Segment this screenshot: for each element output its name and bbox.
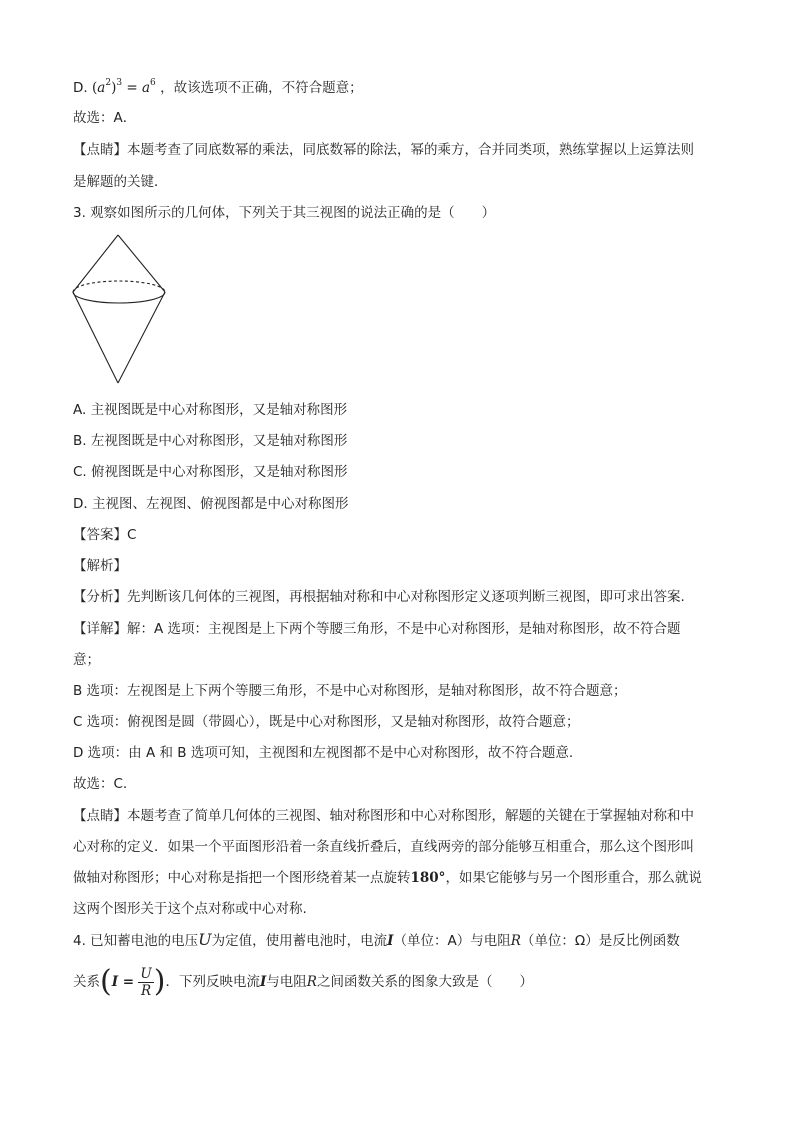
prev-choose: 故选：A． [73,110,137,126]
q3-dianjing-line-4: 这两个图形关于这个点对称或中心对称. [73,901,307,917]
double-cone-figure [70,230,180,390]
q3-d-detail: D 选项：由 A 和 B 选项可知，主视图和左视图都不是中心对称图形，故不符合题意. [73,745,574,761]
formula-fraction: $\frac{U}{R}$ [140,965,152,999]
formula-lhs: I = [111,974,135,990]
prev-dianjing-line-2: 是解题的关键． [73,174,168,190]
q3-dianjing-line-2: 心对称的定义．如果一个平面图形沿着一条直线折叠后，直线两旁的部分能够互相重合，那么这个图形叫 [73,839,694,855]
q4-question-line-2: 关系(I = $\frac{U}{R}$ )．下列反映电流I与电阻R之间函数关系的图象大致是（ ） [73,964,533,999]
q3-dianjing-line-3: 做轴对称图形；中心对称是指把一个图形绕着某一点旋转180°，如果它能够与另一个图形重合，那么就说 [73,870,702,886]
q3-answer: 【答案】C [73,527,137,543]
base-ellipse-front [73,292,165,303]
cone-upper-left-edge [73,235,118,292]
q3-xiangjie-line-2: 意； [73,652,100,668]
q3-c-detail: C 选项：俯视图是圆（带圆心），既是中心对称图形，又是轴对称图形，故符合题意； [73,714,580,730]
angle-180: 180° [410,870,446,886]
q3-option-d: D. 主视图、左视图、俯视图都是中心对称图形 [73,496,349,512]
power-expression: $(a^2)^3 = a^6$ [91,78,156,96]
q3-xiangjie-line-1: 【详解】解：A 选项：主视图是上下两个等腰三角形，不是中心对称图形，是轴对称图形，故不符合题 [73,621,681,637]
cone-upper-right-edge [118,235,165,292]
option-d-label: D. [73,80,88,96]
q3-choose: 故选：C. [73,776,128,792]
q3-option-a: A. 主视图既是中心对称图形，又是轴对称图形 [73,402,348,418]
cone-lower-right-edge [118,292,165,383]
q3-option-c: C. 俯视图既是中心对称图形，又是轴对称图形 [73,464,348,480]
prev-dianjing-line-1: 【点睛】本题考查了同底数幂的乘法，同底数幂的除法，幂的乘方，合并同类项，熟练掌握以上运算法则 [73,142,694,158]
q4-question-line-1: 4. 已知蓄电池的电压U为定值，使用蓄电池时，电流I（单位：A）与电阻R（单位：Ω）是反比例函数 [73,930,680,949]
q3-dianjing-line-1: 【点睛】本题考查了简单几何体的三视图、轴对称图形和中心对称图形，解题的关键在于掌握轴对称和中 [73,808,694,824]
base-ellipse-back [73,281,165,292]
cone-lower-left-edge [73,292,118,383]
prev-option-d [73,73,363,98]
q3-analysis-title: 【解析】 [73,558,127,574]
q3-b-detail: B 选项：左视图是上下两个等腰三角形，不是中心对称图形，是轴对称图形，故不符合题意； [73,683,627,699]
q3-question: 3. 观察如图所示的几何体，下列关于其三视图的说法正确的是（ ） [73,205,496,221]
option-d-text: ，故该选项不正确，不符合题意； [160,80,363,96]
q3-option-b: B. 左视图既是中心对称图形，又是轴对称图形 [73,433,348,449]
q3-fenxi: 【分析】先判断该几何体的三视图，再根据轴对称和中心对称图形定义逐项判断三视图，即可求出答案. [73,589,685,605]
